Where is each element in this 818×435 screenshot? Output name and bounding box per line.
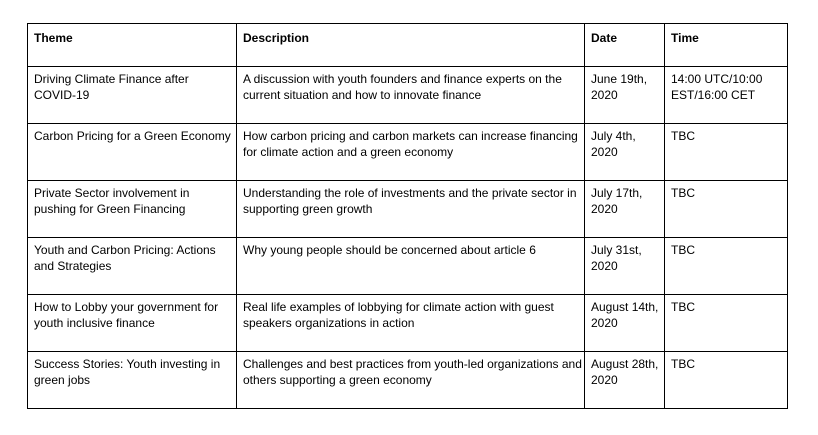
header-description: Description <box>237 24 585 67</box>
header-row <box>28 24 788 67</box>
cell-theme: Carbon Pricing for a Green Economy <box>28 124 237 181</box>
table-row <box>28 352 788 409</box>
cell-date: August 14th, 2020 <box>585 295 665 352</box>
cell-description: Why young people should be concerned about article 6 <box>237 238 585 295</box>
table-row <box>28 124 788 181</box>
table-row <box>28 238 788 295</box>
cell-theme: How to Lobby your government for youth inclusive finance <box>28 295 237 352</box>
cell-description: Challenges and best practices from youth-led organizations and others supporting a green economy <box>237 352 585 409</box>
cell-description: Understanding the role of investments and the private sector in supporting green growth <box>237 181 585 238</box>
cell-time: TBC <box>665 181 788 238</box>
table-row <box>28 181 788 238</box>
cell-date: August 28th, 2020 <box>585 352 665 409</box>
cell-time: 14:00 UTC/10:00 EST/16:00 CET <box>665 67 788 124</box>
cell-date: July 31st, 2020 <box>585 238 665 295</box>
cell-description: Real life examples of lobbying for climate action with guest speakers organizations in action <box>237 295 585 352</box>
events-table <box>27 23 788 409</box>
cell-time: TBC <box>665 295 788 352</box>
cell-theme: Success Stories: Youth investing in green jobs <box>28 352 237 409</box>
cell-date: June 19th, 2020 <box>585 67 665 124</box>
cell-description: A discussion with youth founders and finance experts on the current situation and how to innovate finance <box>237 67 585 124</box>
header-theme: Theme <box>28 24 237 67</box>
header-time: Time <box>665 24 788 67</box>
table-row <box>28 67 788 124</box>
cell-date: July 4th, 2020 <box>585 124 665 181</box>
header-date: Date <box>585 24 665 67</box>
table-row <box>28 295 788 352</box>
cell-time: TBC <box>665 124 788 181</box>
cell-time: TBC <box>665 352 788 409</box>
cell-theme: Youth and Carbon Pricing: Actions and Strategies <box>28 238 237 295</box>
cell-theme: Driving Climate Finance after COVID-19 <box>28 67 237 124</box>
cell-description: How carbon pricing and carbon markets can increase financing for climate action and a green economy <box>237 124 585 181</box>
cell-theme: Private Sector involvement in pushing for Green Financing <box>28 181 237 238</box>
cell-time: TBC <box>665 238 788 295</box>
cell-date: July 17th, 2020 <box>585 181 665 238</box>
